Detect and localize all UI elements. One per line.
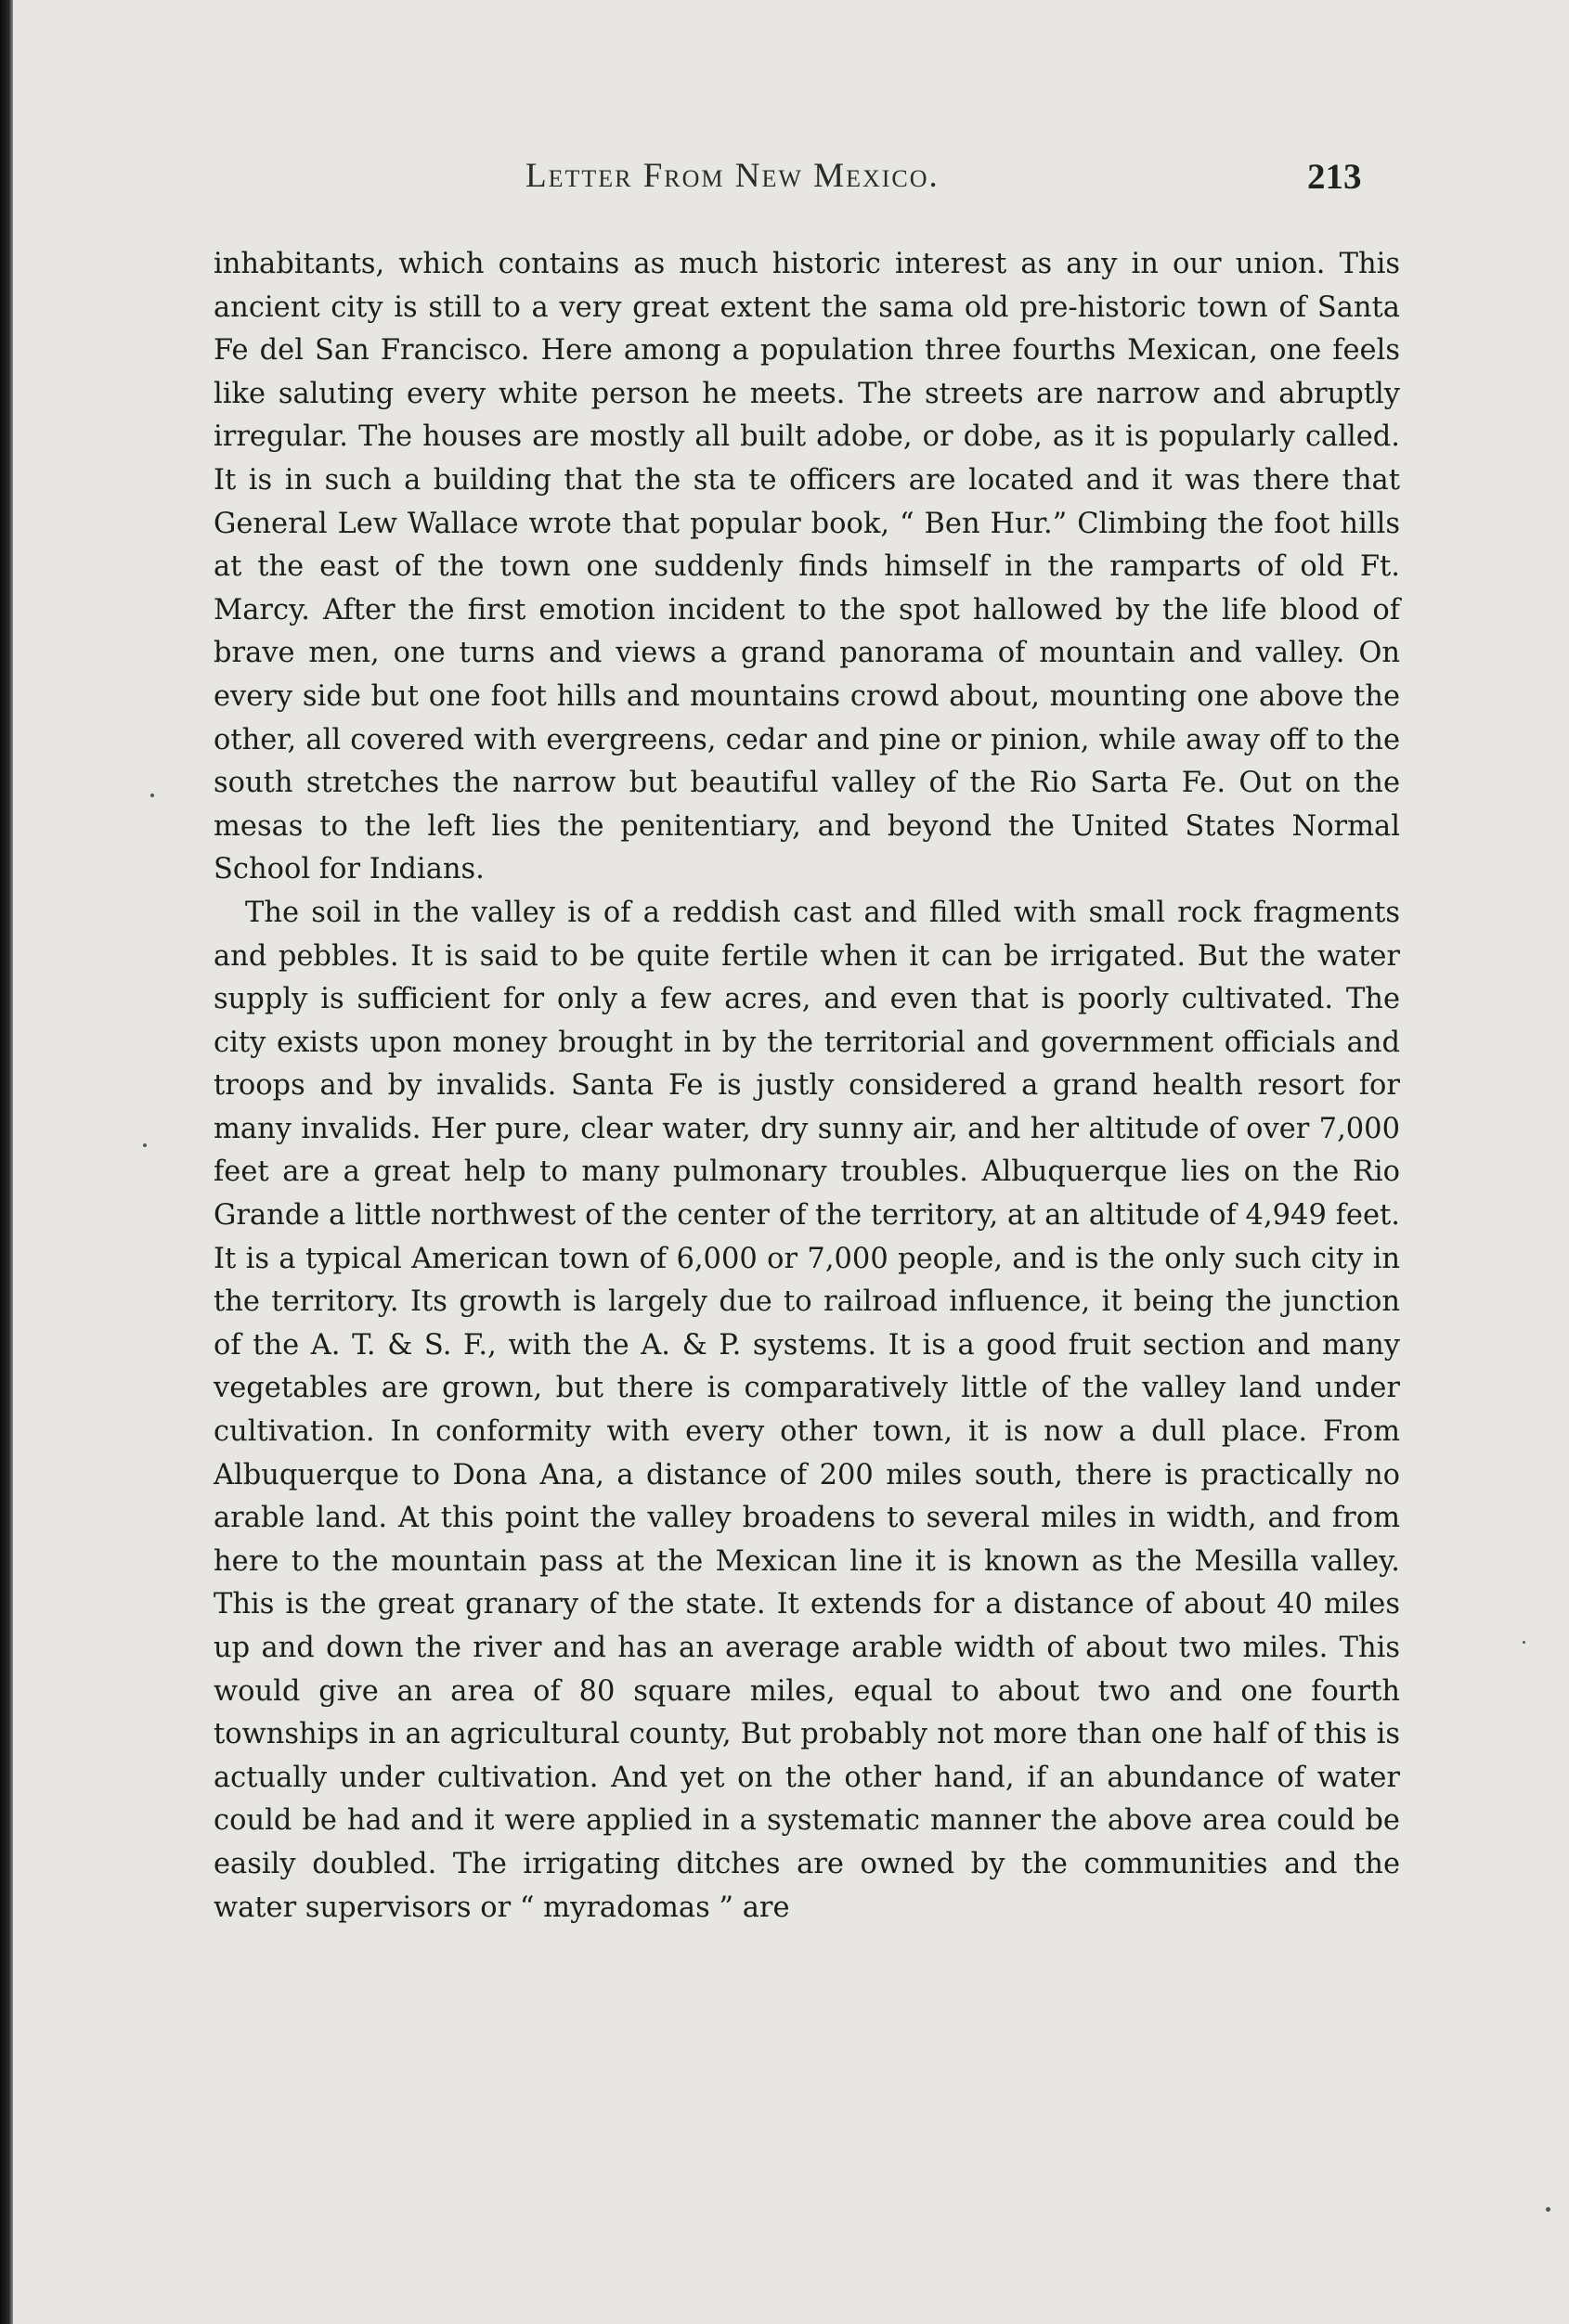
paper-speck <box>143 1143 147 1147</box>
paragraph-2: The soil in the valley is of a reddish cast and filled with small rock fragments and pebbles. It is said to be quite fertile when it can be irrigated. But the water supply is sufficient for only a few acres, and even that is poorly cultivated. The city exists upon money brought in by the territorial and government officials and troops and by invalids. Santa Fe is justly considered a grand health resort for many invalids. Her pure, clear water, dry sunny air, and her altitude of over 7,000 feet are a great help to many pulmonary troubles. Albuquerque lies on the Rio Grande a little northwest of the center of the territory, at an altitude of 4,949 feet. It is a typical American town of 6,000 or 7,000 people, and is the only such city in the territory. Its growth is largely due to railroad influence, it being the junction of the A. T. & S. F., with the A. & P. systems. It is a good fruit section and many vegetables are grown, but there is comparatively little of the valley land under cultivation. In conformity with every other town, it is now a dull place. From Albuquerque to Dona Ana, a distance of 200 miles south, there is practically no arable land. At this point the valley broadens to several miles in width, and from here to the mountain pass at the Mexican line it is known as the Mesilla valley. This is the great granary of the state. It extends for a distance of about 40 miles up and down the river and has an average arable width of about two miles. This would give an area of 80 square miles, equal to about two and one fourth townships in an agricultural county, But probably not more than one half of this is actually under cultivation. And yet on the other hand, if an abundance of water could be had and it were applied in a systematic manner the above area could be easily doubled. The irrigating ditches are owned by the communities and the water supervisors or “ myradomas ” are <box>214 896 1400 1924</box>
paragraph-1: inhabitants, which contains as much historic interest as any in our union. This ancient city is still to a very great extent the sama old pre-historic town of Santa Fe del San Francisco. Here among a population three fourths Mexican, one feels like saluting every white person he meets. The streets are narrow and abruptly irregular. The houses are mostly all built adobe, or dobe, as it is popularly called. It is in such a building that the sta te officers are located and it was there that General Lew Wallace wrote that popular book, “ Ben Hur.” Climbing the foot hills at the east of the town one suddenly finds himself in the ramparts of old Ft. Marcy. After the first emotion incident to the spot hallowed by the life blood of brave men, one turns and views a grand panorama of mountain and valley. On every side but one foot hills and mountains crowd about, mounting one above the other, all covered with evergreens, cedar and pine or pinion, while away off to the south stretches the narrow but beautiful valley of the Rio Sarta Fe. Out on the mesas to the left lies the penitentiary, and beyond the United States Normal School for Indians. <box>214 248 1400 886</box>
body-text <box>214 243 1400 1930</box>
book-page <box>13 0 1569 2324</box>
book-binding-edge <box>0 0 13 2324</box>
paper-speck <box>1523 1641 1525 1644</box>
running-head <box>13 156 1569 212</box>
page-number: 213 <box>1307 157 1362 197</box>
paper-speck <box>150 794 154 797</box>
paper-speck <box>1546 2207 1550 2212</box>
running-head-title: Letter From New Mexico. <box>525 157 940 195</box>
